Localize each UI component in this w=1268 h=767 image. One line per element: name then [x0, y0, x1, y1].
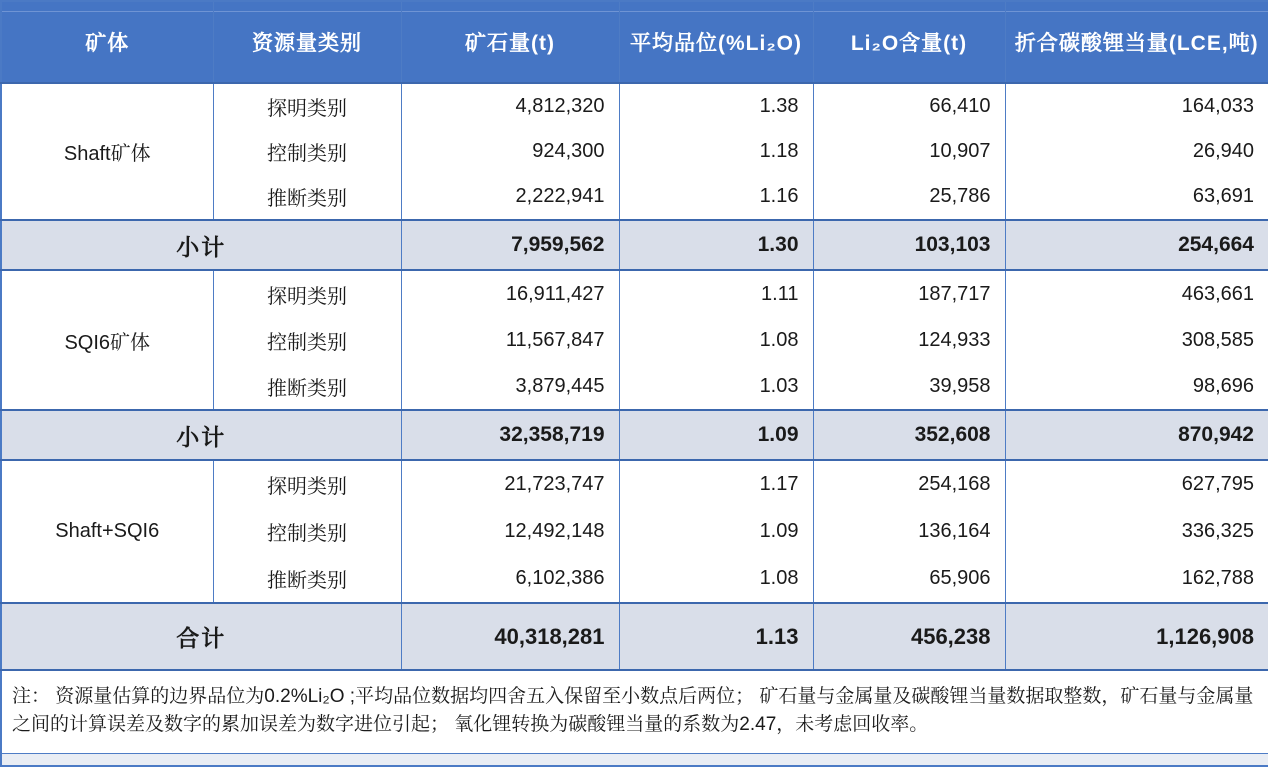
grade-cell: 1.03	[619, 363, 813, 410]
li2o-content-cell: 254,168	[813, 460, 1005, 508]
grand-total-label: 合计	[1, 603, 401, 670]
li2o-content-cell: 352,608	[813, 410, 1005, 460]
ore-tonnage-cell: 7,959,562	[401, 220, 619, 270]
grade-cell: 1.09	[619, 410, 813, 460]
table-row	[1, 270, 1268, 317]
grade-cell: 1.08	[619, 555, 813, 603]
subtotal-label: 小计	[1, 410, 401, 460]
lce-cell: 63,691	[1005, 174, 1268, 220]
col-header-category: 资源量类别	[213, 1, 401, 83]
ore-tonnage-cell: 12,492,148	[401, 508, 619, 555]
grade-cell: 1.38	[619, 83, 813, 129]
li2o-content-cell: 187,717	[813, 270, 1005, 317]
li2o-content-cell: 25,786	[813, 174, 1005, 220]
footnote: 注： 资源量估算的边界品位为0.2%Li₂O ;平均品位数据均四舍五入保留至小数点后两位； 矿石量与金属量及碳酸锂当量数据取整数，矿石量与金属量之间的计算误差及数字的累加误差为数字进位引起； 氧化锂转换为碳酸锂当量的系数为2.47，未考虑回收率。	[1, 670, 1268, 754]
li2o-content-cell: 124,933	[813, 317, 1005, 363]
bottom-spacer	[1, 754, 1268, 767]
lce-cell: 98,696	[1005, 363, 1268, 410]
category-cell: 推断类别	[213, 174, 401, 220]
col-header-orebody: 矿体	[1, 1, 213, 83]
col-header-ore-tonnage: 矿石量(t)	[401, 1, 619, 83]
li2o-content-cell: 136,164	[813, 508, 1005, 555]
ore-tonnage-cell: 6,102,386	[401, 555, 619, 603]
lce-cell: 254,664	[1005, 220, 1268, 270]
category-cell: 推断类别	[213, 555, 401, 603]
lce-cell: 26,940	[1005, 129, 1268, 174]
grade-cell: 1.18	[619, 129, 813, 174]
lce-cell: 627,795	[1005, 460, 1268, 508]
ore-tonnage-cell: 40,318,281	[401, 603, 619, 670]
col-header-li2o-content: Li₂O含量(t)	[813, 1, 1005, 83]
col-header-avg-grade: 平均品位(%Li₂O)	[619, 1, 813, 83]
category-cell: 探明类别	[213, 460, 401, 508]
grade-cell: 1.08	[619, 317, 813, 363]
footnote-row	[1, 670, 1268, 754]
grade-cell: 1.11	[619, 270, 813, 317]
grade-cell: 1.17	[619, 460, 813, 508]
lce-cell: 870,942	[1005, 410, 1268, 460]
orebody-cell: SQI6矿体	[1, 270, 213, 410]
subtotal-row	[1, 410, 1268, 460]
li2o-content-cell: 65,906	[813, 555, 1005, 603]
ore-tonnage-cell: 21,723,747	[401, 460, 619, 508]
ore-tonnage-cell: 11,567,847	[401, 317, 619, 363]
subtotal-label: 小计	[1, 220, 401, 270]
category-cell: 推断类别	[213, 363, 401, 410]
li2o-content-cell: 10,907	[813, 129, 1005, 174]
header-row	[1, 1, 1268, 83]
orebody-cell: Shaft矿体	[1, 83, 213, 220]
li2o-content-cell: 456,238	[813, 603, 1005, 670]
ore-tonnage-cell: 32,358,719	[401, 410, 619, 460]
lce-cell: 162,788	[1005, 555, 1268, 603]
col-header-lce: 折合碳酸锂当量(LCE,吨)	[1005, 1, 1268, 83]
li2o-content-cell: 66,410	[813, 83, 1005, 129]
category-cell: 控制类别	[213, 508, 401, 555]
table-row	[1, 83, 1268, 129]
lce-cell: 1,126,908	[1005, 603, 1268, 670]
ore-tonnage-cell: 4,812,320	[401, 83, 619, 129]
grade-cell: 1.13	[619, 603, 813, 670]
category-cell: 控制类别	[213, 129, 401, 174]
category-cell: 探明类别	[213, 270, 401, 317]
lce-cell: 463,661	[1005, 270, 1268, 317]
bottom-spacer-row	[1, 754, 1268, 767]
category-cell: 探明类别	[213, 83, 401, 129]
subtotal-row	[1, 220, 1268, 270]
grand-total-row	[1, 603, 1268, 670]
orebody-cell: Shaft+SQI6	[1, 460, 213, 603]
li2o-content-cell: 39,958	[813, 363, 1005, 410]
grade-cell: 1.09	[619, 508, 813, 555]
ore-tonnage-cell: 16,911,427	[401, 270, 619, 317]
ore-tonnage-cell: 2,222,941	[401, 174, 619, 220]
lce-cell: 336,325	[1005, 508, 1268, 555]
grade-cell: 1.30	[619, 220, 813, 270]
li2o-content-cell: 103,103	[813, 220, 1005, 270]
ore-tonnage-cell: 3,879,445	[401, 363, 619, 410]
grade-cell: 1.16	[619, 174, 813, 220]
ore-tonnage-cell: 924,300	[401, 129, 619, 174]
category-cell: 控制类别	[213, 317, 401, 363]
lce-cell: 308,585	[1005, 317, 1268, 363]
lce-cell: 164,033	[1005, 83, 1268, 129]
table-row	[1, 460, 1268, 508]
